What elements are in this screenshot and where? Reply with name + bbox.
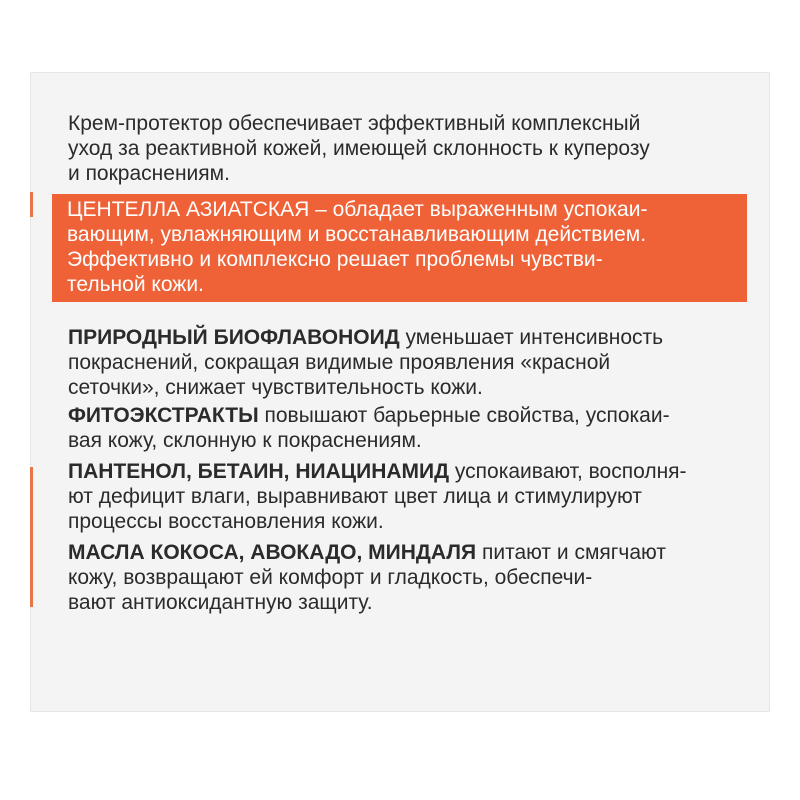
highlight-text: ЦЕНТЕЛЛА АЗИАТСКАЯ – обладает выраженным успокаи- вающим, увлажняющим и восстанавливающим действием. Эффективно и комплексно решает проблемы чувстви- тельной кожи. bbox=[67, 198, 648, 296]
ingredient-description: питают и смягчают кожу, возвращают ей комфорт и гладкость, обеспечи- вают антиоксидантную защиту. bbox=[68, 541, 666, 614]
left-edge-accent-top bbox=[30, 192, 33, 217]
highlight-banner bbox=[52, 194, 747, 302]
ingredient-paragraph-oils bbox=[68, 540, 740, 615]
ingredient-description: успокаивают, восполня- ют дефицит влаги, выравнивают цвет лица и стимулируют процессы восстановления кожи. bbox=[68, 460, 687, 533]
ingredient-term: ПРИРОДНЫЙ БИОФЛАВОНОИД bbox=[68, 326, 400, 349]
ingredient-term: МАСЛА КОКОСА, АВОКАДО, МИНДАЛЯ bbox=[68, 541, 477, 564]
left-edge-accent-bottom bbox=[30, 467, 33, 607]
ingredient-term: ФИТОЭКСТРАКТЫ bbox=[68, 404, 259, 427]
ingredient-paragraph-bioflavonoid bbox=[68, 325, 740, 400]
ingredient-description: уменьшает интенсивность покраснений, сокращая видимые проявления «красной сеточки», снижает чувствительность кожи. bbox=[68, 326, 664, 399]
ingredient-description: повышают барьерные свойства, успокаи- вая кожу, склонную к покраснениям. bbox=[68, 404, 670, 452]
ingredient-paragraph-panthenol bbox=[68, 459, 740, 534]
intro-paragraph: Крем-протектор обеспечивает эффективный комплексный уход за реактивной кожей, имеющей склонность к куперозу и покраснениям. bbox=[68, 112, 650, 185]
ingredient-term: ПАНТЕНОЛ, БЕТАИН, НИАЦИНАМИД bbox=[68, 460, 450, 483]
ingredient-paragraph-phytoextracts bbox=[68, 403, 740, 453]
